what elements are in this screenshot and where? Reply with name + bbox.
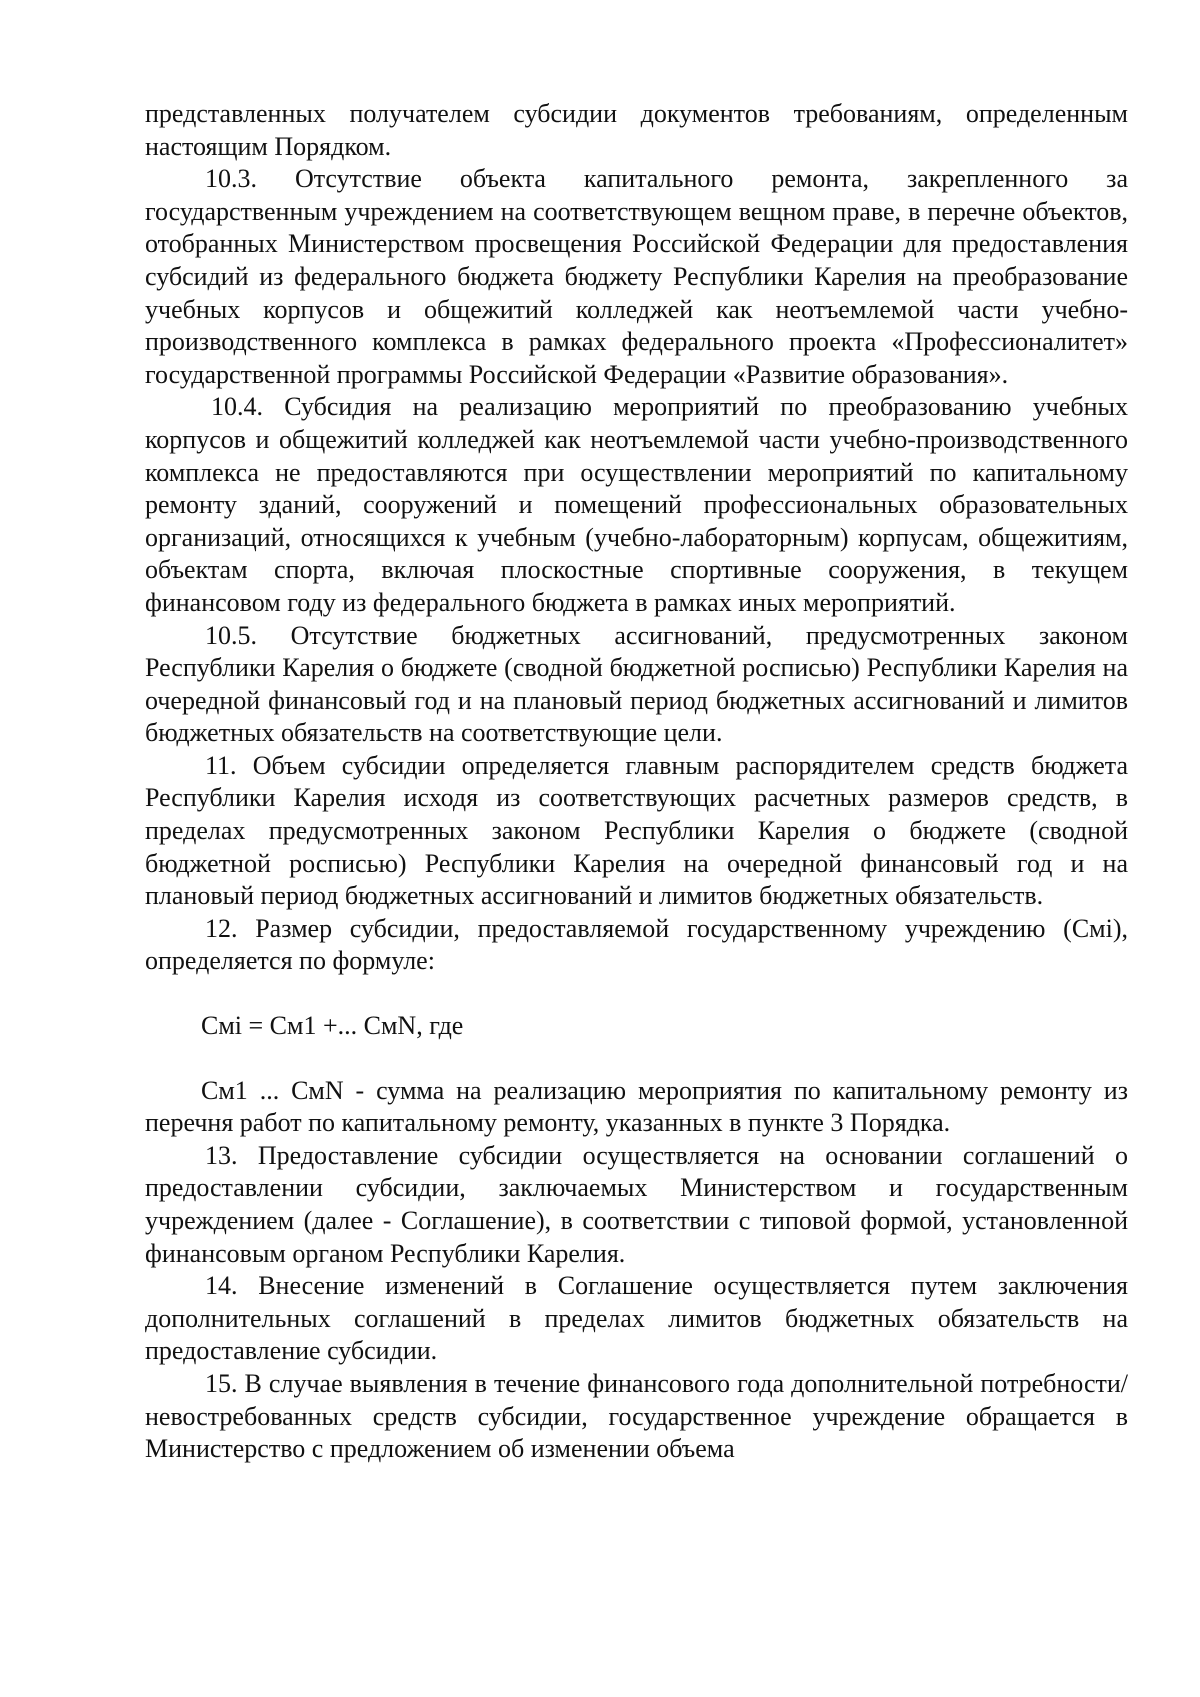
formula-note: См1 ... СмN - сумма на реализацию мероприятия по капитальному ремонту из перечня работ по капитальному ремонту, указанных в пункте 3 Порядка.	[145, 1075, 1128, 1138]
paragraph-12: 12. Размер субсидии, предоставляемой государственному учреждению (Смi), определяется по формуле:	[145, 913, 1128, 976]
formula: Смi = См1 +... СмN, где	[201, 1011, 464, 1041]
paragraph-11: 11. Объем субсидии определяется главным распорядителем средств бюджета Республики Карелия исходя из соответствующих расчетных размеров средств, в пределах предусмотренных законом Республики Карелия о бюджете (сводной бюджетной росписью) Республики Карелия на очередной финансовый год и на плановый период бюджетных ассигнований и лимитов бюджетных обязательств.	[145, 750, 1128, 911]
paragraph-10-5: 10.5. Отсутствие бюджетных ассигнований, предусмотренных законом Республики Карелия о бюджете (сводной бюджетной росписью) Республики Карелия на очередной финансовый год и на плановый период бюджетных ассигнований и лимитов бюджетных обязательств на соответствующие цели.	[145, 620, 1128, 748]
paragraph-15: 15. В случае выявления в течение финансового года дополнительной потребности/невостребованных средств субсидии, государственное учреждение обращается в Министерство с предложением об изменении объема	[145, 1368, 1128, 1464]
paragraph-14: 14. Внесение изменений в Соглашение осуществляется путем заключения дополнительных соглашений в пределах лимитов бюджетных обязательств на предоставление субсидии.	[145, 1271, 1128, 1366]
paragraph-intro: представленных получателем субсидии документов требованиям, определенным настоящим Порядком.	[145, 99, 1128, 161]
paragraph-10-3: 10.3. Отсутствие объекта капитального ремонта, закрепленного за государственным учреждением на соответствующем вещном праве, в перечне объектов, отобранных Министерством просвещения Российской Федерации для предоставления субсидий из федерального бюджета бюджету Республики Карелия на преобразование учебных корпусов и общежитий колледжей как неотъемлемой части учебно-производственного комплекса в рамках федерального проекта «Профессионалитет» государственной программы Российской Федерации «Развитие образования».	[145, 164, 1128, 389]
paragraph-10-4: 10.4. Субсидия на реализацию мероприятий по преобразованию учебных корпусов и общежитий колледжей как неотъемлемой части учебно-производственного комплекса не предоставляются при осуществлении мероприятий по капитальному ремонту зданий, сооружений и помещений профессиональных образовательных организаций, относящихся к учебным (учебно-лабораторным) корпусам, общежитиям, объектам спорта, включая плоскостные спортивные сооружения, в текущем финансовом году из федерального бюджета в рамках иных мероприятий.	[145, 392, 1128, 617]
paragraph-13: 13. Предоставление субсидии осуществляется на основании соглашений о предоставлении субсидии, заключаемых Министерством и государственным учреждением (далее - Соглашение), в соответствии с типовой формой, установленной финансовым органом Республики Карелия.	[145, 1140, 1128, 1268]
document-page	[145, 98, 1128, 1466]
